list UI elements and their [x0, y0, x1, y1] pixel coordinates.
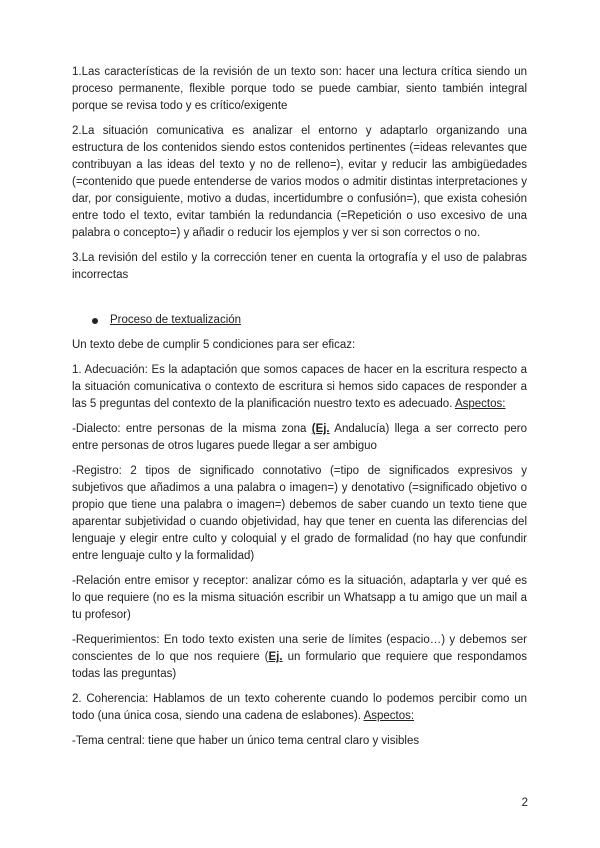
paragraph-coherencia: [72, 691, 527, 725]
adecuacion-text: 1. Adecuación: Es la adaptación que somos capaces de hacer en la escritura respecto a la situación comunicativa o contexto de escritura si hemos sido capaces de responder a las 5 preguntas del contexto de la planificación nuestro texto es adecuado.: [72, 364, 527, 410]
section-heading-text: Proceso de textualización: [110, 314, 242, 326]
aspectos-label: Aspectos:: [363, 710, 415, 722]
paragraph-intro: Un texto debe de cumplir 5 condiciones para ser eficaz:: [72, 339, 356, 351]
paragraph-revision: 1.Las características de la revisión de un texto son: hacer una lectura crítica siendo un proceso permanente, flexible porque todo se puede cambiar, siento también integral porque se revisa todo y es crítico/exigente: [72, 66, 527, 112]
paragraph-situacion: 2.La situación comunicativa es analizar el entorno y adaptarlo organizando una estructura de los contenidos siendo estos contenidos pertinentes (=ideas relevantes que contribuyan a las ideas del texto y no de relleno=), evitar y reducir las ambigüedades (=contenido que puede entenderse de varios modos o admitir distintas interpretaciones y dar, por consiguiente, motivo a dudas, incertidumbre o confusión=), que exista cohesión entre todo el texto, evitar también la redundancia (=Repetición o uso excesivo de una palabra o concepto=) y añadir o reducir los ejemplos y ver si son correctos o no.: [72, 125, 527, 239]
requerimientos-text-rest: un formulario que requiere que respondamos todas las preguntas): [72, 651, 527, 680]
paragraph-tema: -Tema central: tiene que haber un único tema central claro y visibles: [72, 735, 420, 747]
aspectos-label: Aspectos:: [454, 398, 506, 410]
example-label: Ej.: [268, 651, 283, 663]
paragraph-dialecto: [72, 421, 527, 455]
paragraph-estilo: 3.La revisión del estilo y la corrección tener en cuenta la ortografía y el uso de palabras incorrectas: [72, 252, 527, 281]
dialecto-text: -Dialecto: entre personas de la misma zona: [72, 423, 312, 435]
example-label: (Ej.: [311, 423, 330, 435]
paragraph-relacion: -Relación entre emisor y receptor: analizar cómo es la situación, adaptarla y ver qué es lo que requiere (no es la misma situación escribir un Whatsapp a tu amigo que un mail a tu profesor): [72, 575, 527, 621]
page-number: 2: [521, 797, 528, 809]
section-heading: [72, 312, 527, 329]
dialecto-text-rest: Andalucía) llega a ser correcto pero entre personas de otros lugares puede llegar a ser ambiguo: [72, 423, 527, 452]
requerimientos-text: -Requerimientos: En todo texto existen una serie de límites (espacio…) y debemos ser conscientes de lo que nos requiere (: [72, 634, 527, 663]
bullet-icon: [92, 318, 98, 324]
paragraph-adecuacion: [72, 362, 527, 413]
paragraph-registro: -Registro: 2 tipos de significado connotativo (=tipo de significados expresivos y subjetivos que añadimos a una palabra o imagen=) y denotativo (=significado objetivo o propio que tiene una palabra o imagen=) debemos de saber cuando un texto tiene que aparentar subjetividad o cuando objetividad, hay que tener en cuenta las diferencias del lenguaje y elegir entre culto y coloquial y el grado de formalidad (no hay que confundir entre lenguaje culto y la formalidad): [72, 465, 527, 562]
coherencia-text: 2. Coherencia: Hablamos de un texto coherente cuando lo podemos percibir como un todo (una única cosa, siendo una cadena de eslabones).: [72, 693, 527, 722]
document-page: [72, 64, 527, 758]
paragraph-requerimientos: [72, 632, 527, 683]
